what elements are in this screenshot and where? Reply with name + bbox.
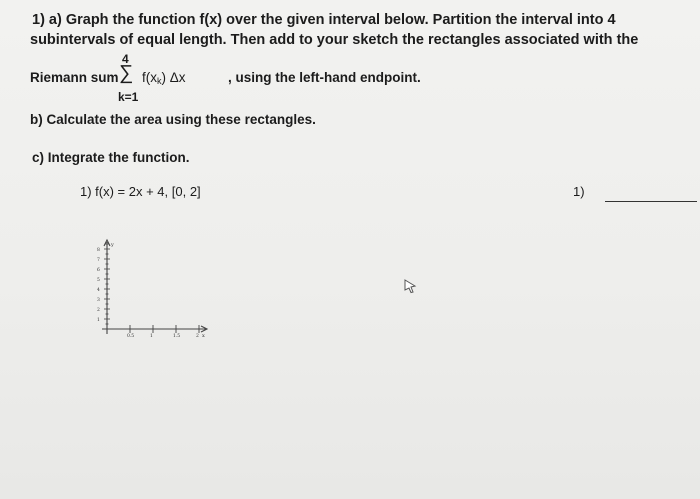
question-line-2: subintervals of equal length. Then add to your sketch the rectangles associated with the (30, 32, 639, 48)
y-tick-label: 4 (97, 288, 100, 293)
x-axis-label: x (202, 333, 205, 339)
riemann-sum-label: Riemann sum (30, 70, 119, 85)
question-line-1: 1) a) Graph the function f(x) over the given interval below. Partition the interval into 4 (32, 12, 616, 28)
y-tick-label: 8 (97, 248, 100, 253)
sum-lower-limit: k=1 (118, 90, 139, 104)
answer-label: 1) (573, 184, 585, 199)
x-tick-label: 0.5 (127, 334, 135, 339)
x-tick-label: 2 (196, 334, 199, 339)
y-tick-label: 3 (97, 298, 100, 303)
sum-upper-limit: 4 (122, 52, 129, 66)
mouse-pointer-icon (402, 278, 418, 294)
summation-term: $f(x_k)$ Δx (142, 70, 186, 86)
y-tick-label: 6 (97, 268, 100, 273)
coordinate-grid[interactable] (94, 236, 214, 346)
left-endpoint-instruction: , using the left-hand endpoint. (228, 70, 421, 85)
y-tick-label: 5 (97, 278, 100, 283)
y-tick-label: 2 (97, 308, 100, 313)
x-tick-label: 1 (150, 334, 153, 339)
problem-statement: 1) f(x) = 2x + 4, [0, 2] (80, 184, 201, 199)
y-tick-label: 7 (97, 258, 100, 263)
summation-symbol: ∑ (119, 62, 134, 84)
answer-blank-line[interactable] (605, 201, 697, 202)
y-axis-label: y (111, 242, 114, 248)
part-b-instruction: b) Calculate the area using these rectangles. (30, 112, 316, 127)
y-tick-label: 1 (97, 318, 100, 323)
part-c-instruction: c) Integrate the function. (32, 150, 190, 165)
x-tick-label: 1.5 (173, 334, 181, 339)
